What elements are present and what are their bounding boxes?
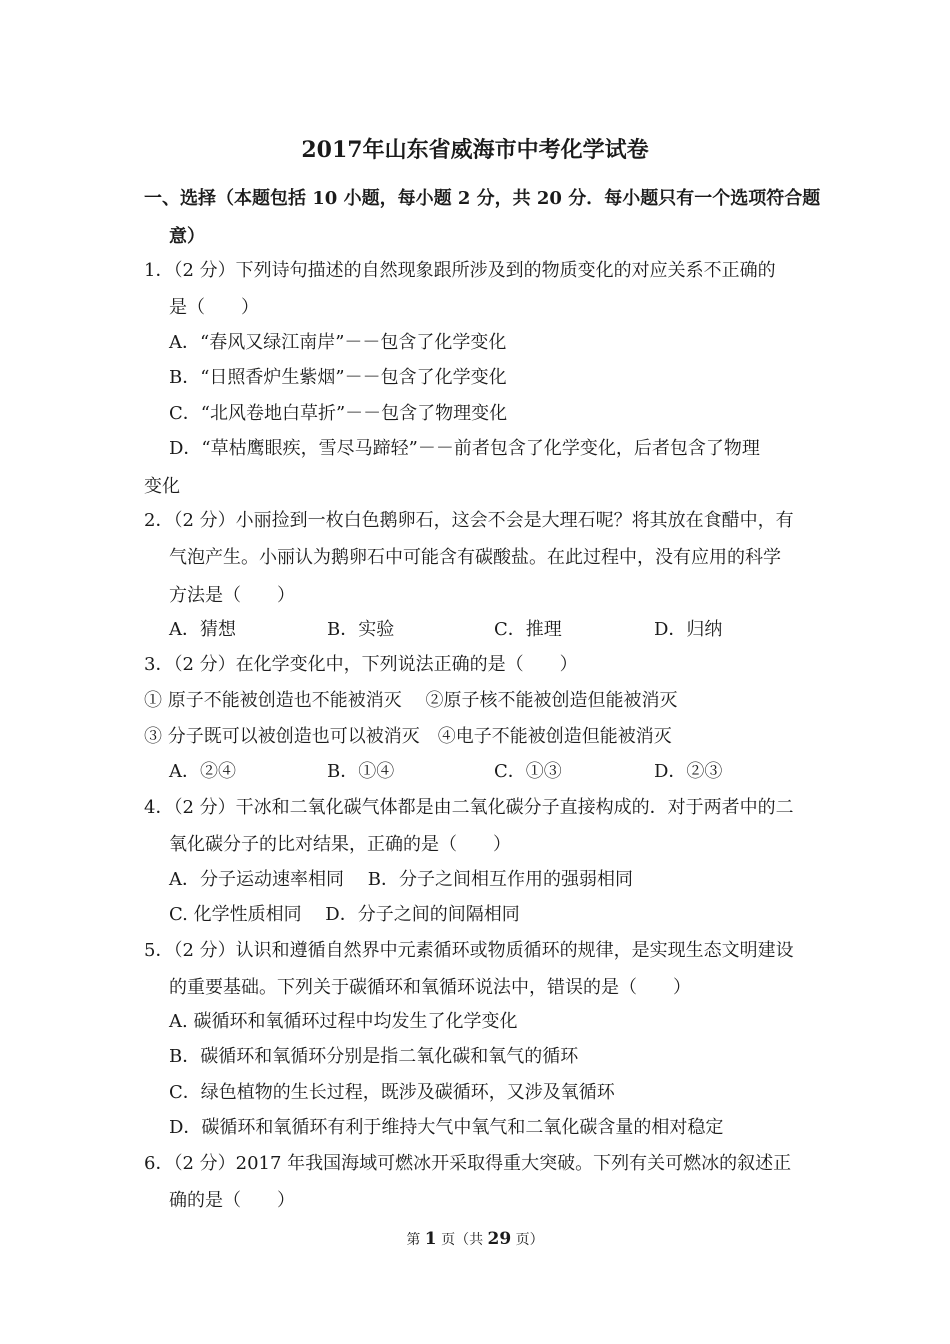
q2-stem-line3: 方法是（ ） xyxy=(169,585,295,606)
q4-options-cd: C. 化学性质相同 D．分子之间的间隔相同 xyxy=(169,904,520,925)
q4-options-ab: A．分子运动速率相同 B．分子之间相互作用的强弱相同 xyxy=(169,869,633,890)
q1-option-d-line1: D．“草枯鹰眼疾，雪尽马蹄轻”－－前者包含了化学变化，后者包含了物理 xyxy=(169,438,760,459)
q2-option-b: B．实验 xyxy=(327,619,395,640)
q5-option-b: B．碳循环和氧循环分别是指二氧化碳和氧气的循环 xyxy=(169,1046,579,1067)
page-title: 2017年山东省威海市中考化学试卷 xyxy=(301,137,649,163)
q4-stem-line2: 氧化碳分子的比对结果，正确的是（ ） xyxy=(169,834,511,855)
q3-statements-line1: ① 原子不能被创造也不能被消灭 ②原子核不能被创造但能被消灭 xyxy=(144,690,678,711)
footer-total-pages: 29 xyxy=(487,1229,512,1249)
q6-stem-line2: 确的是（ ） xyxy=(169,1190,295,1211)
section-heading-line1: 一、选择（本题包括 10 小题，每小题 2 分，共 20 分．每小题只有一个选项符合题 xyxy=(144,188,821,209)
q2-stem-line1: 2．（2 分）小丽捡到一枚白色鹅卵石，这会不会是大理石呢？将其放在食醋中，有 xyxy=(144,510,794,531)
q3-option-b: B．①④ xyxy=(327,761,395,782)
q5-stem-line1: 5．（2 分）认识和遵循自然界中元素循环或物质循环的规律，是实现生态文明建设 xyxy=(144,940,794,961)
q2-stem-line2: 气泡产生。小丽认为鹅卵石中可能含有碳酸盐。在此过程中，没有应用的科学 xyxy=(169,547,781,568)
q1-option-b: B．“日照香炉生紫烟”－－包含了化学变化 xyxy=(169,367,507,388)
q2-option-a: A．猜想 xyxy=(169,619,236,640)
q6-stem-line1: 6．（2 分）2017 年我国海域可燃冰开采取得重大突破。下列有关可燃冰的叙述正 xyxy=(144,1153,792,1174)
q3-statements-line2: ③ 分子既可以被创造也可以被消灭 ④电子不能被创造但能被消灭 xyxy=(144,726,672,747)
q3-option-c: C．①③ xyxy=(494,761,562,782)
q3-option-d: D．②③ xyxy=(654,761,723,782)
q2-option-c: C．推理 xyxy=(494,619,562,640)
q3-option-a: A．②④ xyxy=(169,761,236,782)
q1-stem-line1: 1．（2 分）下列诗句描述的自然现象跟所涉及到的物质变化的对应关系不正确的 xyxy=(144,260,776,281)
footer-suffix: 页） xyxy=(515,1232,544,1248)
section-heading-line2: 意） xyxy=(169,226,205,247)
q2-option-d: D．归纳 xyxy=(654,619,723,640)
q3-stem: 3．（2 分）在化学变化中，下列说法正确的是（ ） xyxy=(144,654,578,675)
q5-option-a: A. 碳循环和氧循环过程中均发生了化学变化 xyxy=(169,1011,518,1032)
q4-stem-line1: 4．（2 分）干冰和二氧化碳气体都是由二氧化碳分子直接构成的．对于两者中的二 xyxy=(144,797,794,818)
page-footer xyxy=(0,1229,950,1250)
footer-mid: 页（共 xyxy=(441,1232,484,1248)
footer-prefix: 第 xyxy=(406,1232,421,1248)
footer-page-number: 1 xyxy=(424,1229,437,1249)
q1-option-d-line2: 变化 xyxy=(144,476,180,497)
q5-option-c: C．绿色植物的生长过程，既涉及碳循环，又涉及氧循环 xyxy=(169,1082,615,1103)
q1-stem-line2: 是（ ） xyxy=(169,297,259,318)
q1-option-a: A．“春风又绿江南岸”－－包含了化学变化 xyxy=(169,332,507,353)
q5-option-d: D．碳循环和氧循环有利于维持大气中氧气和二氧化碳含量的相对稳定 xyxy=(169,1117,724,1138)
q5-stem-line2: 的重要基础。下列关于碳循环和氧循环说法中，错误的是（ ） xyxy=(169,977,691,998)
q1-option-c: C．“北风卷地白草折”－－包含了物理变化 xyxy=(169,403,508,424)
